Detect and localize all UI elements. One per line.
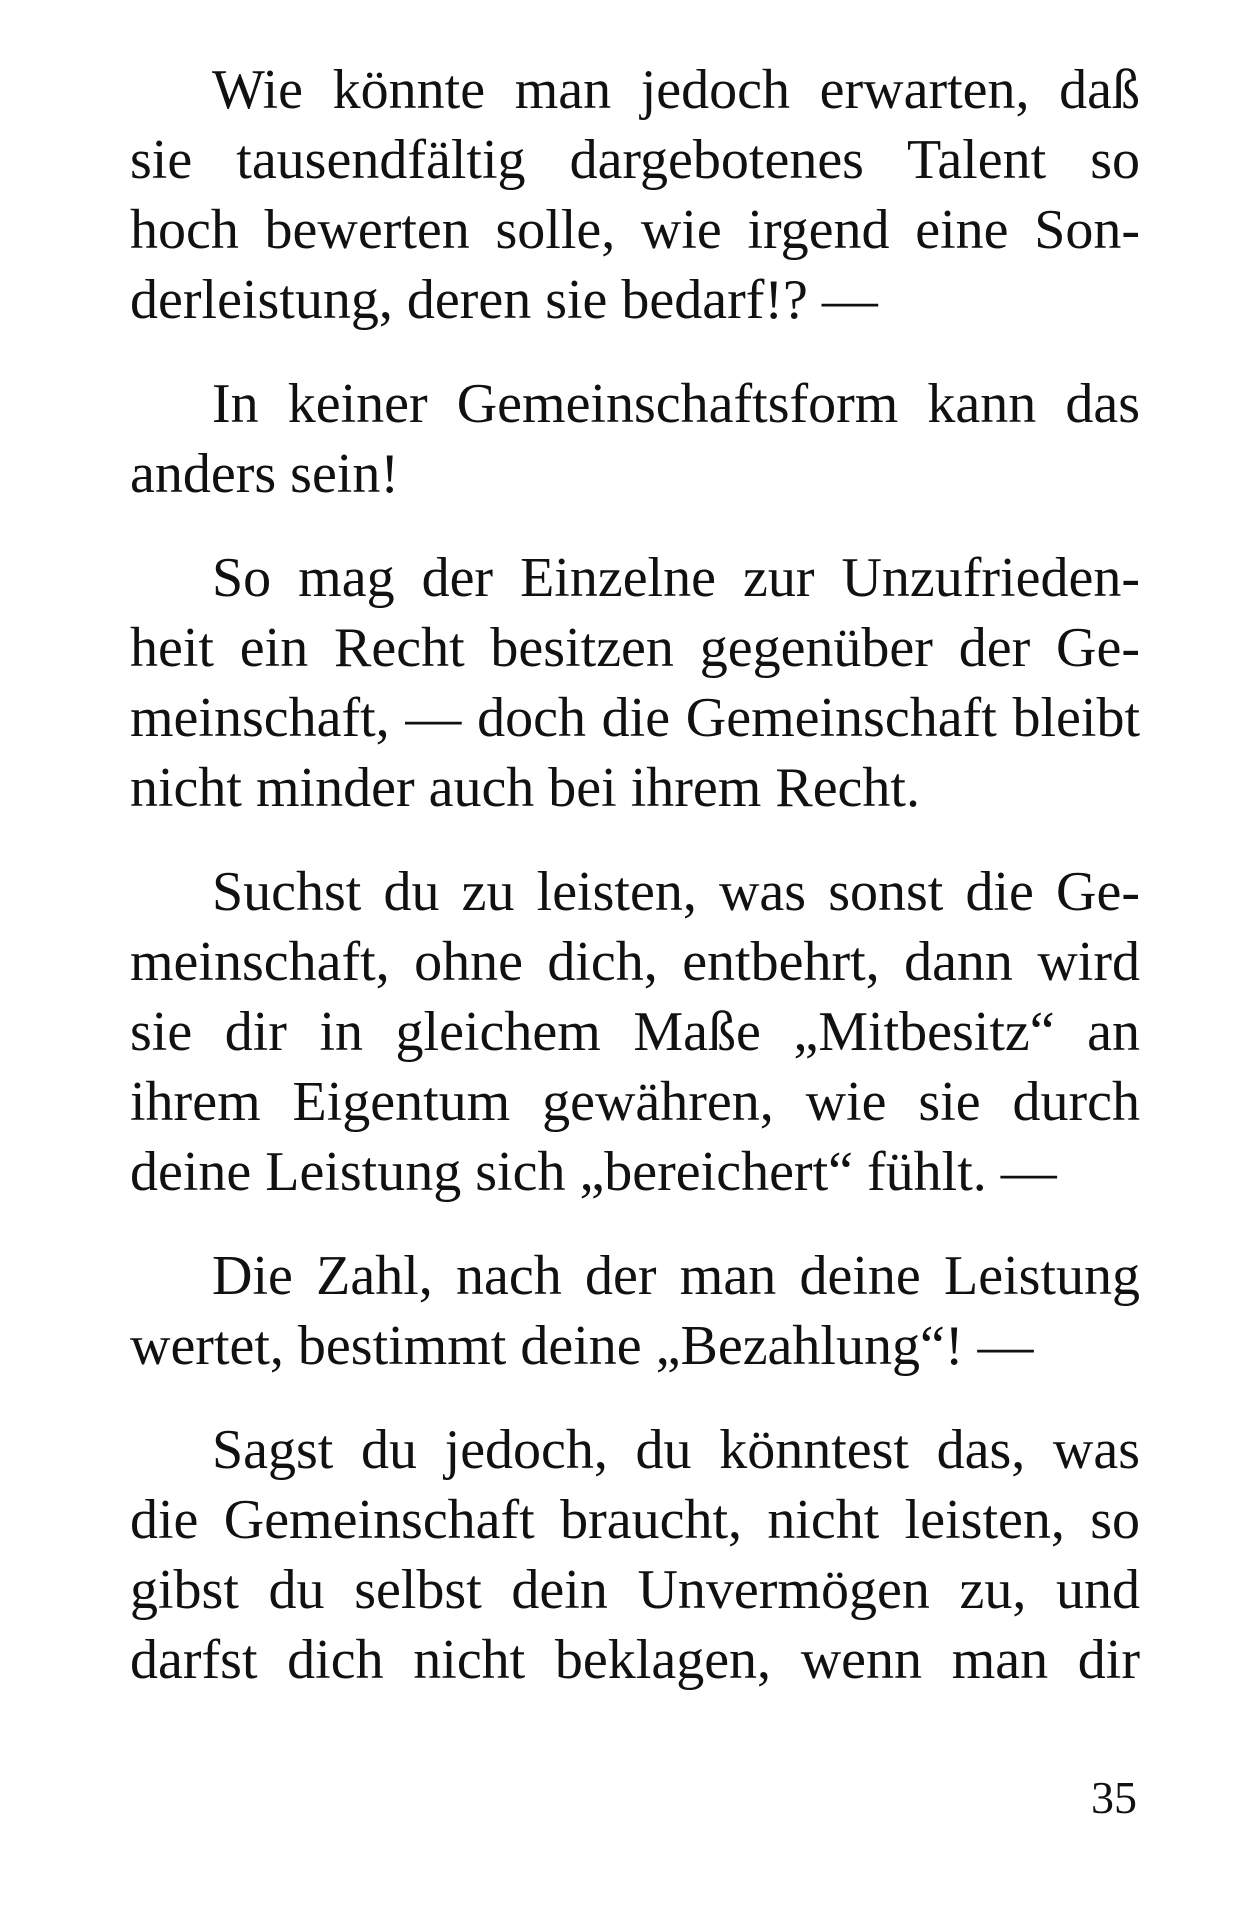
text-line: die Gemeinschaft braucht, nicht leisten, so (130, 1489, 1140, 1551)
text-line: So mag der Einzelne zur Unzufrieden- (212, 547, 1140, 609)
text-line: Sagst du jedoch, du könntest das, was (212, 1419, 1140, 1481)
paragraph-5 (130, 1241, 1140, 1381)
paragraph-2 (130, 369, 1140, 509)
page-body (130, 55, 1140, 1729)
text-line: darfst dich nicht beklagen, wenn man dir (130, 1629, 1140, 1691)
text-line: meinschaft, ohne dich, entbehrt, dann wird (130, 931, 1140, 993)
text-line: derleistung, deren sie bedarf!? — (130, 269, 878, 331)
paragraph-4 (130, 857, 1140, 1207)
text-line: anders sein! (130, 443, 400, 505)
text-line: heit ein Recht besitzen gegenüber der Ge- (130, 617, 1140, 679)
text-line: wertet, bestimmt deine „Bezahlung“! — (130, 1315, 1034, 1377)
text-line: gibst du selbst dein Unvermögen zu, und (130, 1559, 1140, 1621)
text-line: meinschaft, — doch die Gemeinschaft bleibt (130, 687, 1140, 749)
paragraph-1 (130, 55, 1140, 335)
paragraph-6 (130, 1415, 1140, 1695)
text-line: Wie könnte man jedoch erwarten, daß (212, 59, 1140, 121)
text-line: deine Leistung sich „bereichert“ fühlt. — (130, 1141, 1057, 1203)
text-line: Die Zahl, nach der man deine Leistung (212, 1245, 1140, 1307)
text-line: sie dir in gleichem Maße „Mitbesitz“ an (130, 1001, 1140, 1063)
text-line: hoch bewerten solle, wie irgend eine Son- (130, 199, 1140, 261)
text-line: In keiner Gemeinschaftsform kann das (212, 373, 1140, 435)
text-line: ihrem Eigentum gewähren, wie sie durch (130, 1071, 1140, 1133)
page-number: 35 (1091, 1772, 1137, 1823)
paragraph-3 (130, 543, 1140, 823)
text-line: nicht minder auch bei ihrem Recht. (130, 757, 920, 819)
text-line: Suchst du zu leisten, was sonst die Ge- (212, 861, 1140, 923)
text-line: sie tausendfältig dargebotenes Talent so (130, 129, 1140, 191)
